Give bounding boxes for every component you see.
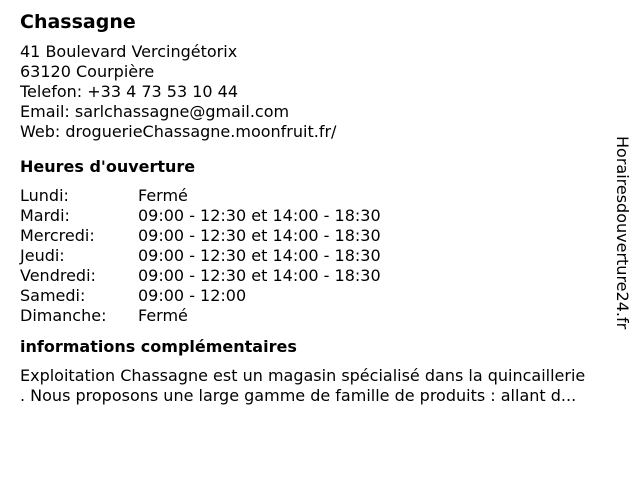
business-name: Chassagne <box>20 11 136 33</box>
hours-day: Dimanche: <box>20 306 107 325</box>
hours-day: Vendredi: <box>20 266 96 285</box>
description-line-1: Exploitation Chassagne est un magasin spécialisé dans la quincaillerie <box>20 366 586 385</box>
hours-row-wednesday <box>20 226 610 246</box>
hours-day: Mercredi: <box>20 226 95 245</box>
web-line: Web: droguerieChassagne.moonfruit.fr/ <box>20 122 337 141</box>
hours-day: Lundi: <box>20 186 69 205</box>
hours-row-thursday <box>20 246 610 266</box>
hours-time: 09:00 - 12:30 et 14:00 - 18:30 <box>138 226 381 245</box>
business-card <box>20 8 610 406</box>
info-heading: informations complémentaires <box>20 337 297 356</box>
hours-time: 09:00 - 12:30 et 14:00 - 18:30 <box>138 206 381 225</box>
address-line-1: 41 Boulevard Vercingétorix <box>20 42 238 61</box>
hours-time: Fermé <box>138 306 188 325</box>
hours-row-saturday <box>20 286 610 306</box>
watermark-container <box>611 136 633 346</box>
watermark-text: Horairesdouverture24.fr <box>613 136 632 330</box>
hours-day: Samedi: <box>20 286 86 305</box>
hours-row-monday <box>20 186 610 206</box>
address-line-2: 63120 Courpière <box>20 62 155 81</box>
hours-day: Jeudi: <box>20 246 65 265</box>
description-line-2: . Nous proposons une large gamme de famille de produits : allant d... <box>20 386 577 405</box>
hours-time: 09:00 - 12:30 et 14:00 - 18:30 <box>138 266 381 285</box>
email-line: Email: sarlchassagne@gmail.com <box>20 102 290 121</box>
hours-day: Mardi: <box>20 206 70 225</box>
hours-row-friday <box>20 266 610 286</box>
hours-time: 09:00 - 12:00 <box>138 286 247 305</box>
hours-heading: Heures d'ouverture <box>20 157 196 176</box>
phone-line: Telefon: +33 4 73 53 10 44 <box>20 82 239 101</box>
hours-row-tuesday <box>20 206 610 226</box>
hours-time: 09:00 - 12:30 et 14:00 - 18:30 <box>138 246 381 265</box>
hours-table <box>20 186 610 326</box>
hours-time: Fermé <box>138 186 188 205</box>
hours-row-sunday <box>20 306 610 326</box>
